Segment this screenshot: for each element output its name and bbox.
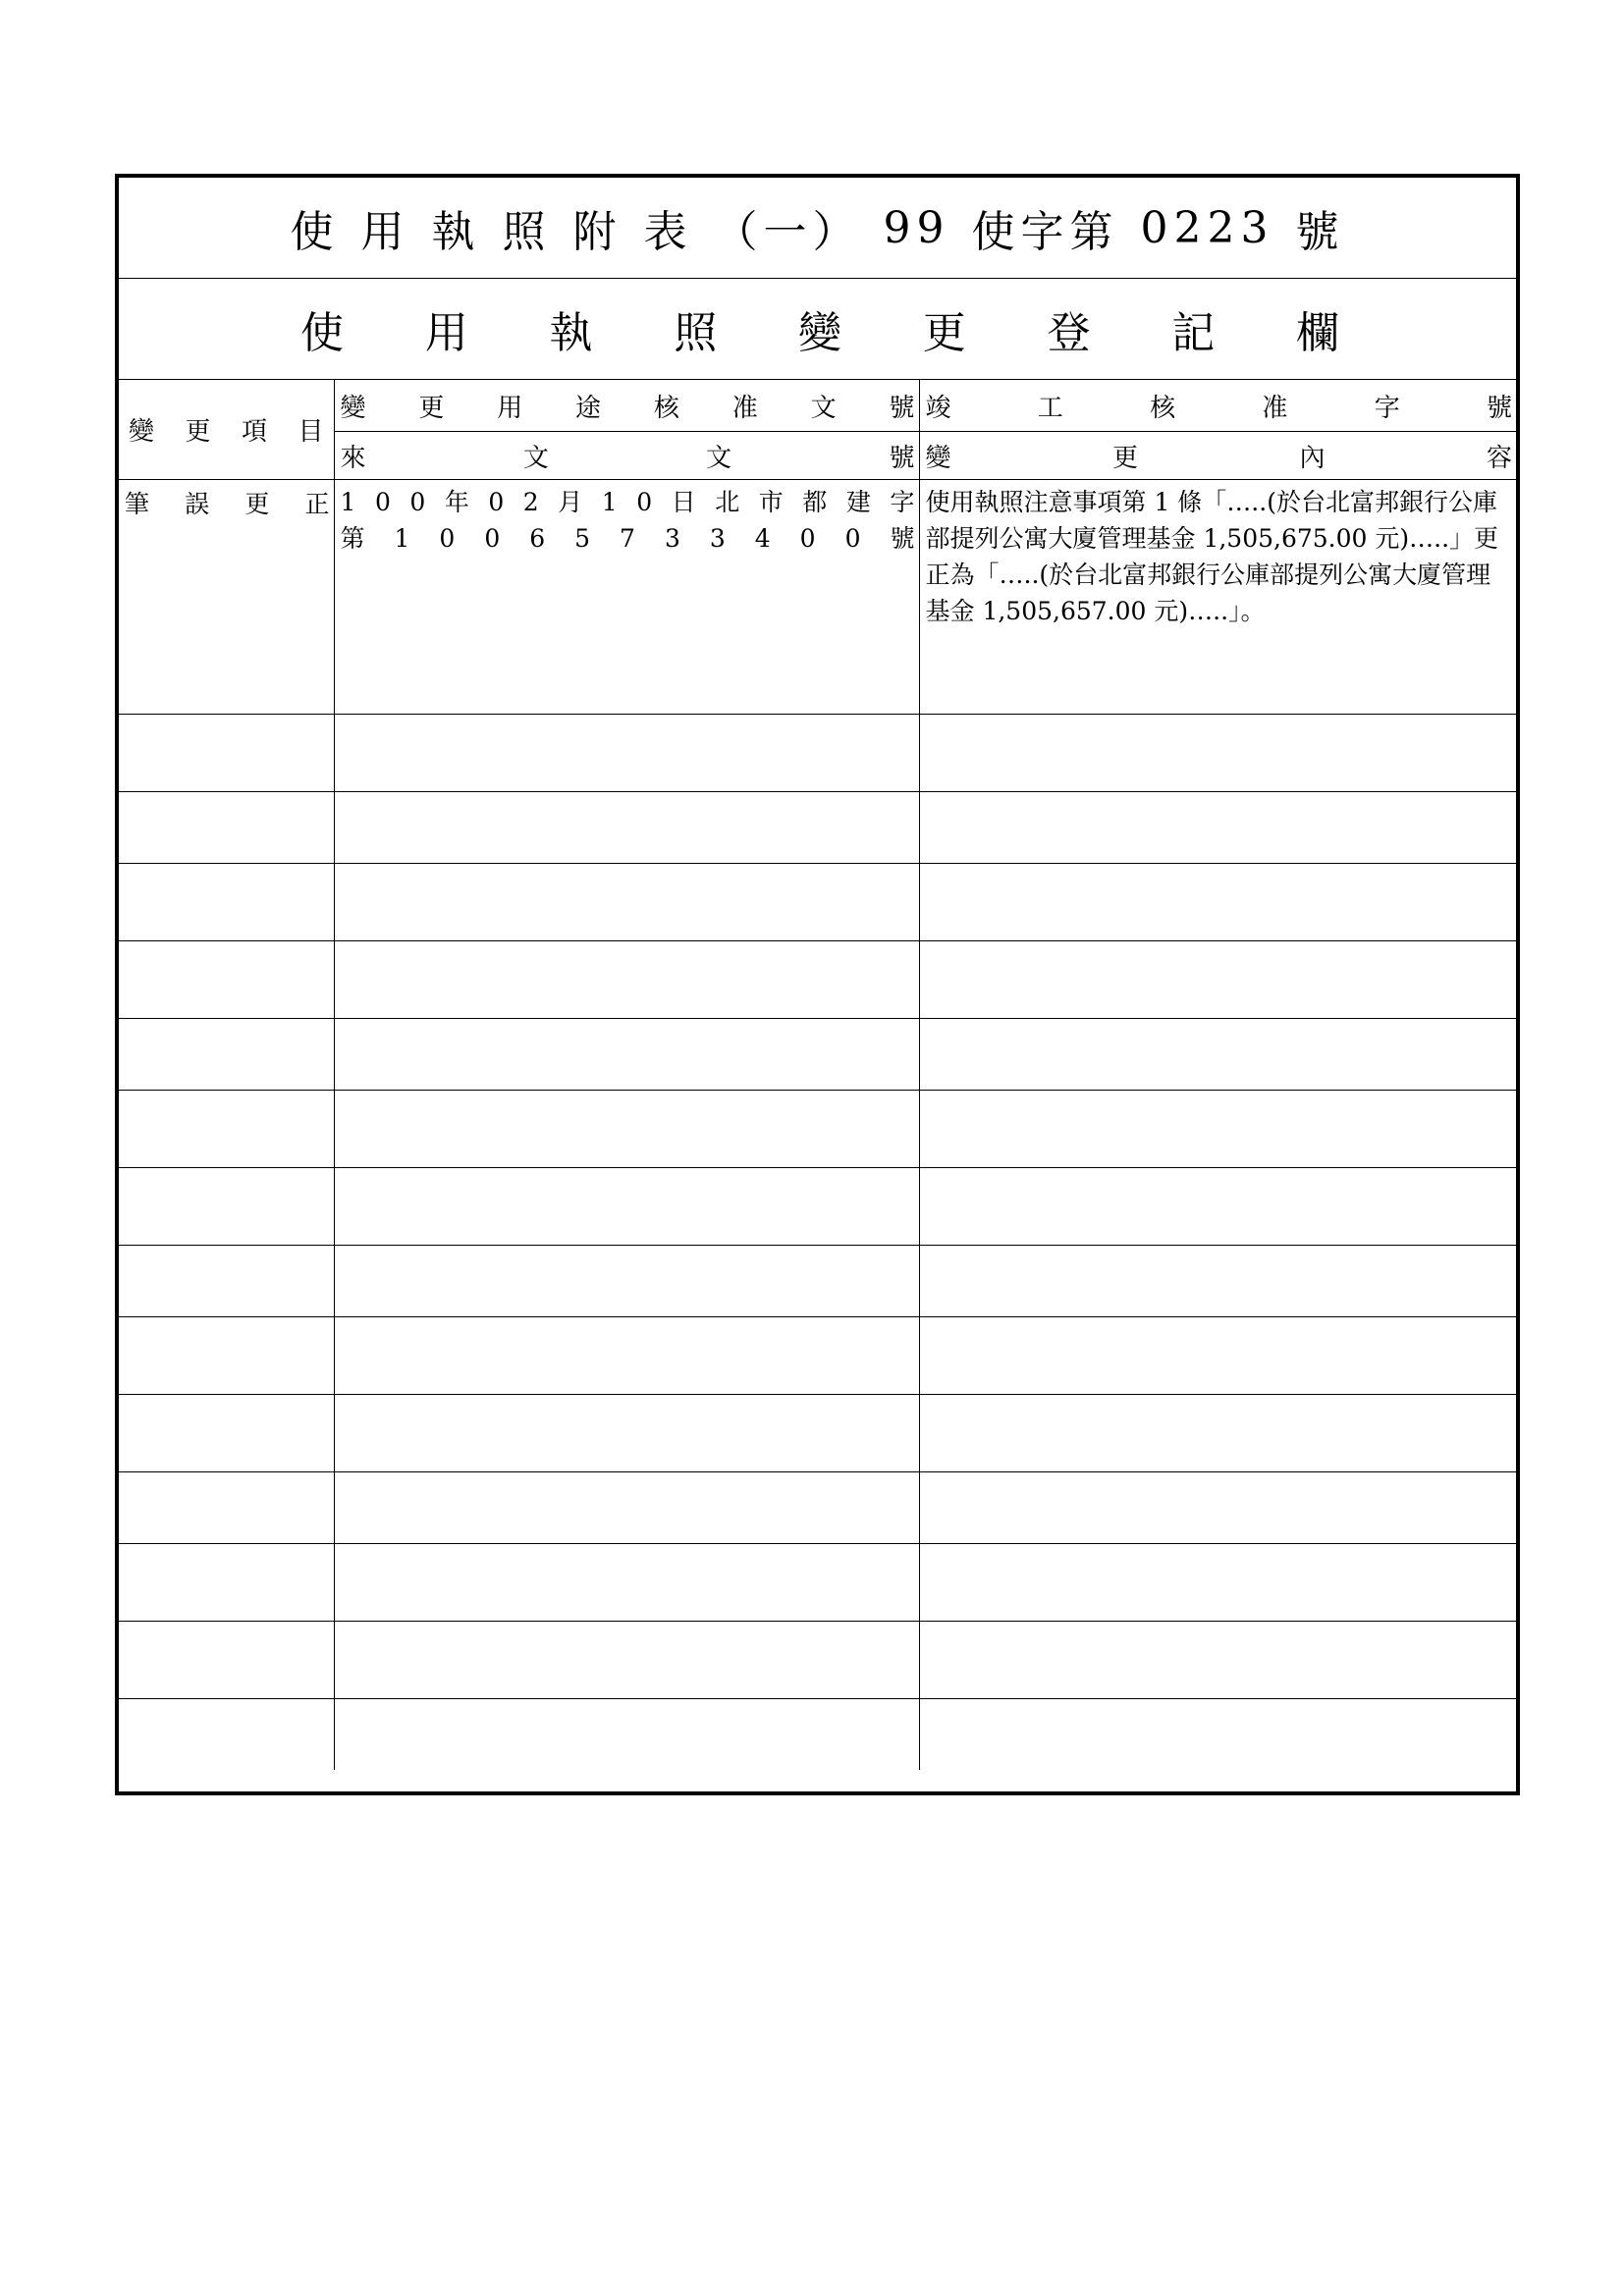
blank-doc-cell	[334, 1622, 919, 1699]
blank-doc-cell	[334, 1246, 919, 1317]
blank-item-cell	[119, 1091, 334, 1168]
form-title	[119, 178, 1516, 279]
column-header-approval-doc	[334, 380, 919, 432]
blank-doc-cell	[334, 1472, 919, 1544]
spread-char: 更	[185, 417, 211, 447]
blank-content-cell	[919, 1091, 1516, 1168]
column-header-incoming-doc	[334, 432, 919, 480]
title-char: 執	[431, 207, 481, 257]
title-char: 表	[643, 207, 693, 257]
spread-char: 目	[298, 417, 324, 447]
spread-char: 市	[758, 488, 784, 516]
spread-char: 4	[754, 524, 771, 553]
spread-char: 0	[484, 524, 501, 553]
spread-char: 筆	[125, 490, 150, 518]
spread-char: 5	[574, 524, 591, 553]
subtitle-char: 更	[922, 308, 966, 358]
spread-char: 3	[709, 524, 726, 553]
subtitle-char: 照	[674, 308, 718, 358]
spread-char: 核	[653, 393, 679, 423]
subtitle-row	[119, 279, 1516, 380]
column-header-item	[119, 380, 334, 480]
spread-char: 容	[1486, 443, 1512, 473]
blank-table-row	[119, 1019, 1516, 1091]
spread-char: 2	[522, 488, 539, 516]
blank-content-cell	[919, 1317, 1516, 1395]
spread-char: 准	[1262, 393, 1288, 423]
blank-doc-cell	[334, 1699, 919, 1771]
blank-doc-cell	[334, 1317, 919, 1395]
blank-item-cell	[119, 1472, 334, 1544]
spread-char: 文	[706, 443, 732, 473]
blank-content-cell	[919, 1699, 1516, 1771]
blank-item-cell	[119, 864, 334, 941]
blank-doc-cell	[334, 1019, 919, 1091]
blank-item-cell	[119, 715, 334, 792]
subtitle-char: 執	[549, 308, 593, 358]
title-char: 使	[290, 207, 340, 257]
spread-char: 0	[844, 524, 861, 553]
spread-char: 核	[1150, 393, 1176, 423]
spread-char: 變	[925, 443, 951, 473]
spread-char: 號	[889, 393, 915, 423]
blank-content-cell	[919, 792, 1516, 864]
spread-char: 3	[664, 524, 680, 553]
blank-content-cell	[919, 1395, 1516, 1472]
blank-doc-cell	[334, 1395, 919, 1472]
title-char: 號	[1295, 207, 1345, 257]
spread-char: 號	[889, 443, 915, 473]
spread-char: 變	[129, 417, 155, 447]
blank-table-row	[119, 715, 1516, 792]
blank-content-cell	[919, 1622, 1516, 1699]
table-row	[119, 480, 1516, 638]
title-char: 附	[572, 207, 623, 257]
spread-char: 正	[304, 490, 330, 518]
spread-char: 變	[340, 393, 366, 423]
form-subtitle	[119, 279, 1516, 380]
blank-table-row	[119, 1091, 1516, 1168]
spread-char: 用	[497, 393, 523, 423]
title-char: 照	[502, 207, 552, 257]
subtitle-char: 記	[1171, 308, 1216, 358]
blank-doc-cell	[334, 1091, 919, 1168]
spread-char: 字	[1374, 393, 1400, 423]
blank-table-row	[119, 1168, 1516, 1246]
blank-table-row	[119, 637, 1516, 715]
blank-doc-cell	[334, 1544, 919, 1622]
change-registration-table	[119, 178, 1516, 1770]
blank-content-cell	[919, 1168, 1516, 1246]
spread-char: 文	[810, 393, 837, 423]
spread-char: 年	[444, 488, 469, 516]
blank-table-row	[119, 1622, 1516, 1699]
header-row-1	[119, 380, 1516, 432]
spread-char: 號	[890, 524, 915, 553]
title-char: 用	[360, 207, 410, 257]
column-header-completion-no	[919, 380, 1516, 432]
blank-table-row	[119, 941, 1516, 1019]
spread-char: 途	[575, 393, 602, 423]
blank-table-row	[119, 1699, 1516, 1771]
spread-char: 1	[394, 524, 410, 553]
spread-char: 項	[241, 417, 267, 447]
blank-item-cell	[119, 637, 334, 715]
blank-table-row	[119, 1246, 1516, 1317]
blank-item-cell	[119, 1168, 334, 1246]
spread-char: 都	[802, 488, 828, 516]
spread-char: 0	[636, 488, 653, 516]
spread-char: 更	[244, 490, 270, 518]
spread-char: 7	[620, 524, 635, 553]
blank-content-cell	[919, 715, 1516, 792]
title-char: 99	[883, 202, 950, 253]
entry-doc-cell	[334, 480, 919, 638]
spread-char: 來	[340, 443, 366, 473]
spread-char: 號	[1486, 393, 1512, 423]
spread-char: 工	[1037, 393, 1063, 423]
subtitle-char: 登	[1047, 308, 1091, 358]
blank-doc-cell	[334, 941, 919, 1019]
spread-char: 0	[439, 524, 456, 553]
blank-table-row	[119, 1395, 1516, 1472]
blank-table-row	[119, 1472, 1516, 1544]
blank-item-cell	[119, 1699, 334, 1771]
blank-table-row	[119, 1544, 1516, 1622]
subtitle-char: 欄	[1296, 308, 1339, 358]
subtitle-char: 變	[798, 308, 841, 358]
spread-char: 誤	[185, 490, 210, 518]
blank-doc-cell	[334, 715, 919, 792]
spread-char: 0	[799, 524, 816, 553]
blank-item-cell	[119, 1246, 334, 1317]
blank-content-cell	[919, 864, 1516, 941]
subtitle-char: 使	[300, 308, 344, 358]
spread-char: 文	[522, 443, 549, 473]
blank-table-row	[119, 792, 1516, 864]
spread-char: 更	[1111, 443, 1138, 473]
spread-char: 內	[1299, 443, 1326, 473]
spread-char: 建	[845, 488, 871, 516]
blank-item-cell	[119, 1317, 334, 1395]
spread-char: 6	[529, 524, 546, 553]
blank-doc-cell	[334, 864, 919, 941]
subtitle-char: 用	[424, 308, 468, 358]
blank-doc-cell	[334, 1168, 919, 1246]
spread-char: 竣	[925, 393, 951, 423]
blank-item-cell	[119, 941, 334, 1019]
blank-item-cell	[119, 1019, 334, 1091]
blank-item-cell	[119, 1622, 334, 1699]
title-row	[119, 178, 1516, 279]
license-form-frame	[115, 174, 1520, 1795]
blank-doc-cell	[334, 637, 919, 715]
spread-char: 月	[558, 488, 583, 516]
spread-char: 0	[409, 488, 426, 516]
blank-item-cell	[119, 1544, 334, 1622]
spread-char: 1	[340, 488, 356, 516]
title-char: 0223	[1140, 202, 1274, 253]
spread-char: 更	[418, 393, 445, 423]
blank-content-cell	[919, 1544, 1516, 1622]
blank-table-row	[119, 864, 1516, 941]
blank-content-cell	[919, 941, 1516, 1019]
blank-item-cell	[119, 792, 334, 864]
blank-doc-cell	[334, 792, 919, 864]
spread-char: 字	[890, 488, 915, 516]
spread-char: 准	[731, 393, 758, 423]
blank-content-cell	[919, 637, 1516, 715]
spread-char: 日	[671, 488, 696, 516]
spread-char: 0	[374, 488, 391, 516]
entry-item-cell	[119, 480, 334, 638]
blank-content-cell	[919, 1246, 1516, 1317]
blank-table-row	[119, 1317, 1516, 1395]
blank-content-cell	[919, 1019, 1516, 1091]
spread-char: 第	[340, 524, 365, 553]
column-header-change-content	[919, 432, 1516, 480]
spread-char: 1	[601, 488, 618, 516]
spread-char: 0	[488, 488, 505, 516]
spread-char: 北	[715, 488, 740, 516]
blank-content-cell	[919, 1472, 1516, 1544]
title-char: 使字第	[971, 207, 1119, 257]
title-char: （一）	[714, 207, 862, 257]
entry-content-text: 使用執照注意事項第 1 條「…..(於台北富邦銀行公庫部提列公寓大廈管理基金 1,505,675.00 元)…..」更正為「…..(於台北富邦銀行公庫部提列公寓大廈管理基金 1,505,657.00 元)…..」。	[925, 488, 1499, 625]
blank-item-cell	[119, 1395, 334, 1472]
entry-content-cell	[919, 480, 1516, 638]
